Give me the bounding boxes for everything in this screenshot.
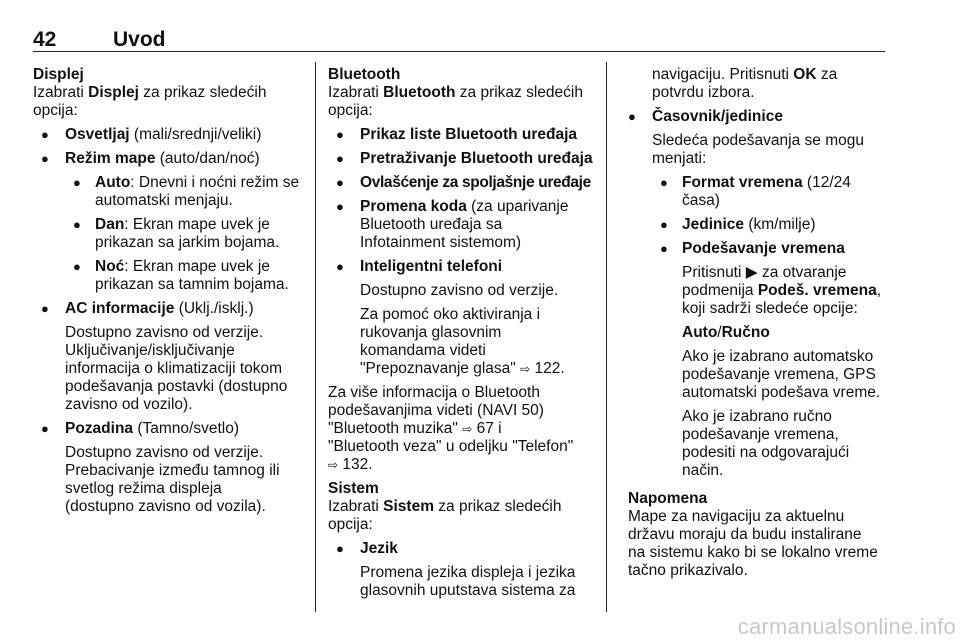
page-header: [33, 29, 885, 51]
intro-text-line2: opcija:: [328, 102, 373, 119]
column-divider-1: [315, 62, 316, 612]
list-item-jezik: ● Jezik Promena jezika displeja i jezika glasovnih uputstava sistema za: [336, 540, 576, 599]
section-heading-bluetooth: Bluetooth: [328, 66, 401, 83]
list-item-prikaz-liste: ● Prikaz liste Bluetooth uređaja: [336, 126, 578, 143]
bullet-icon: ●: [660, 217, 668, 232]
bullet-icon: ●: [41, 301, 49, 316]
list-item-casovnik: ● Časovnik/jedinice Sledeća podešavanja se mogu menjati:: [628, 108, 864, 167]
play-icon: ▶: [745, 264, 758, 281]
bullet-icon: ●: [336, 199, 344, 214]
jezik-continuation: navigaciju. Pritisnuti OK za potvrdu izbora.: [652, 66, 838, 101]
watermark: carmanualsonline.info: [737, 614, 956, 639]
bluetooth-more-info: Za više informacija o Bluetooth podešavanjima videti (NAVI 50) "Bluetooth muzika" ⇨ 67 i "Bluetooth veza" u odeljku "Telefon" ⇨ 132.: [328, 384, 574, 473]
page-ref-icon: ⇨: [462, 422, 473, 436]
page-ref-icon: ⇨: [520, 362, 531, 376]
list-item-rezim-mape: ● Režim mape (auto/dan/noć): [41, 150, 260, 167]
intro-text: Izabrati Bluetooth za prikaz sledećih: [328, 84, 583, 101]
column-system-cont: [620, 66, 888, 580]
list-item-promena-koda: ● Promena koda (za uparivanje Bluetooth uređaja sa Infotainment sistemom): [336, 198, 569, 251]
section-heading-sistem: Sistem: [328, 480, 379, 497]
sistem-intro: Izabrati Sistem za prikaz sledećih: [328, 498, 562, 515]
bullet-icon: ●: [336, 127, 344, 142]
bullet-icon: ●: [41, 151, 49, 166]
bullet-icon: ●: [628, 109, 636, 124]
header-rule: [33, 51, 885, 52]
bullet-icon: ●: [41, 127, 49, 142]
sub-item-format-vremena: ● Format vremena (12/24 časa): [660, 174, 851, 209]
list-item-pretrazivanje: ● Pretraživanje Bluetooth uređaja: [336, 150, 593, 167]
section-heading-displej: Displej: [33, 66, 84, 83]
list-item-inteligentni-telefoni: ● Inteligentni telefoni Dostupno zavisno od verzije. Za pomoć oko aktiviranja i rukovanja glasovnim komandama videti "Prepoznavanje glasa" ⇨ 122.: [336, 258, 565, 377]
note-block: Napomena Mape za navigaciju za aktuelnu državu moraju da budu instalirane na sistemu kako bi se lokalno vreme tačno prikazivalo.: [620, 490, 888, 580]
page-number: 42: [33, 28, 57, 51]
sub-item-noc: ● Noć: Ekran mape uvek je prikazan sa tamnim bojama.: [73, 258, 289, 293]
list-item-osvetljaj: ● Osvetljaj (mali/srednji/veliki): [41, 126, 262, 143]
chapter-title: Uvod: [113, 28, 166, 51]
bullet-icon: ●: [73, 259, 81, 274]
list-item-ac-informacije: ● AC informacije (Uklj./isklj.) Dostupno zavisno od verzije. Uključivanje/isključivanje informacija o klimatizaciji tokom podešavanja postavki (dostupno zavisno od vozilo).: [41, 300, 288, 413]
sub-item-dan: ● Dan: Ekran mape uvek je prikazan sa jarkim bojama.: [73, 216, 280, 251]
list-item-ovlascenje: ● Ovlašćenje za spoljašnje uređaje: [336, 174, 591, 191]
list-item-pozadina: ● Pozadina (Tamno/svetlo) Dostupno zavisno od verzije. Prebacivanje između tamnog ili svetlog režima displeja (dostupno zavisno od vozila).: [41, 420, 280, 515]
bullet-icon: ●: [336, 175, 344, 190]
bullet-icon: ●: [336, 259, 344, 274]
bullet-icon: ●: [336, 151, 344, 166]
note-heading: Napomena: [628, 490, 708, 507]
column-divider-2: [606, 62, 607, 612]
bullet-icon: ●: [73, 175, 81, 190]
intro-text: Izabrati Displej za prikaz sledećih: [33, 84, 267, 101]
bullet-icon: ●: [336, 541, 344, 556]
sub-item-auto: ● Auto: Dnevni i noćni režim se automatski menjaju.: [73, 174, 300, 209]
bullet-icon: ●: [73, 217, 81, 232]
column-display: [33, 66, 305, 516]
page-ref-icon: ⇨: [328, 458, 339, 472]
sistem-intro-line2: opcija:: [328, 516, 373, 533]
intro-text-line2: opcija:: [33, 102, 78, 119]
bullet-icon: ●: [41, 421, 49, 436]
bullet-icon: ●: [660, 175, 668, 190]
sub-item-podesavanje-vremena: ● Podešavanje vremena Pritisnuti ▶ za otvaranje podmenija Podeš. vremena, koji sadrži sledeće opcije: Auto/Ručno Ako je izabrano automatsko podešavanje vremena, GPS automatski podešava vreme. Ako je izabrano ručno podešavanje vremena, podesiti na odgovarajući način.: [660, 240, 882, 479]
bullet-icon: ●: [660, 241, 668, 256]
column-bluetooth: [328, 66, 596, 600]
sub-item-jedinice: ● Jedinice (km/milje): [660, 216, 816, 233]
